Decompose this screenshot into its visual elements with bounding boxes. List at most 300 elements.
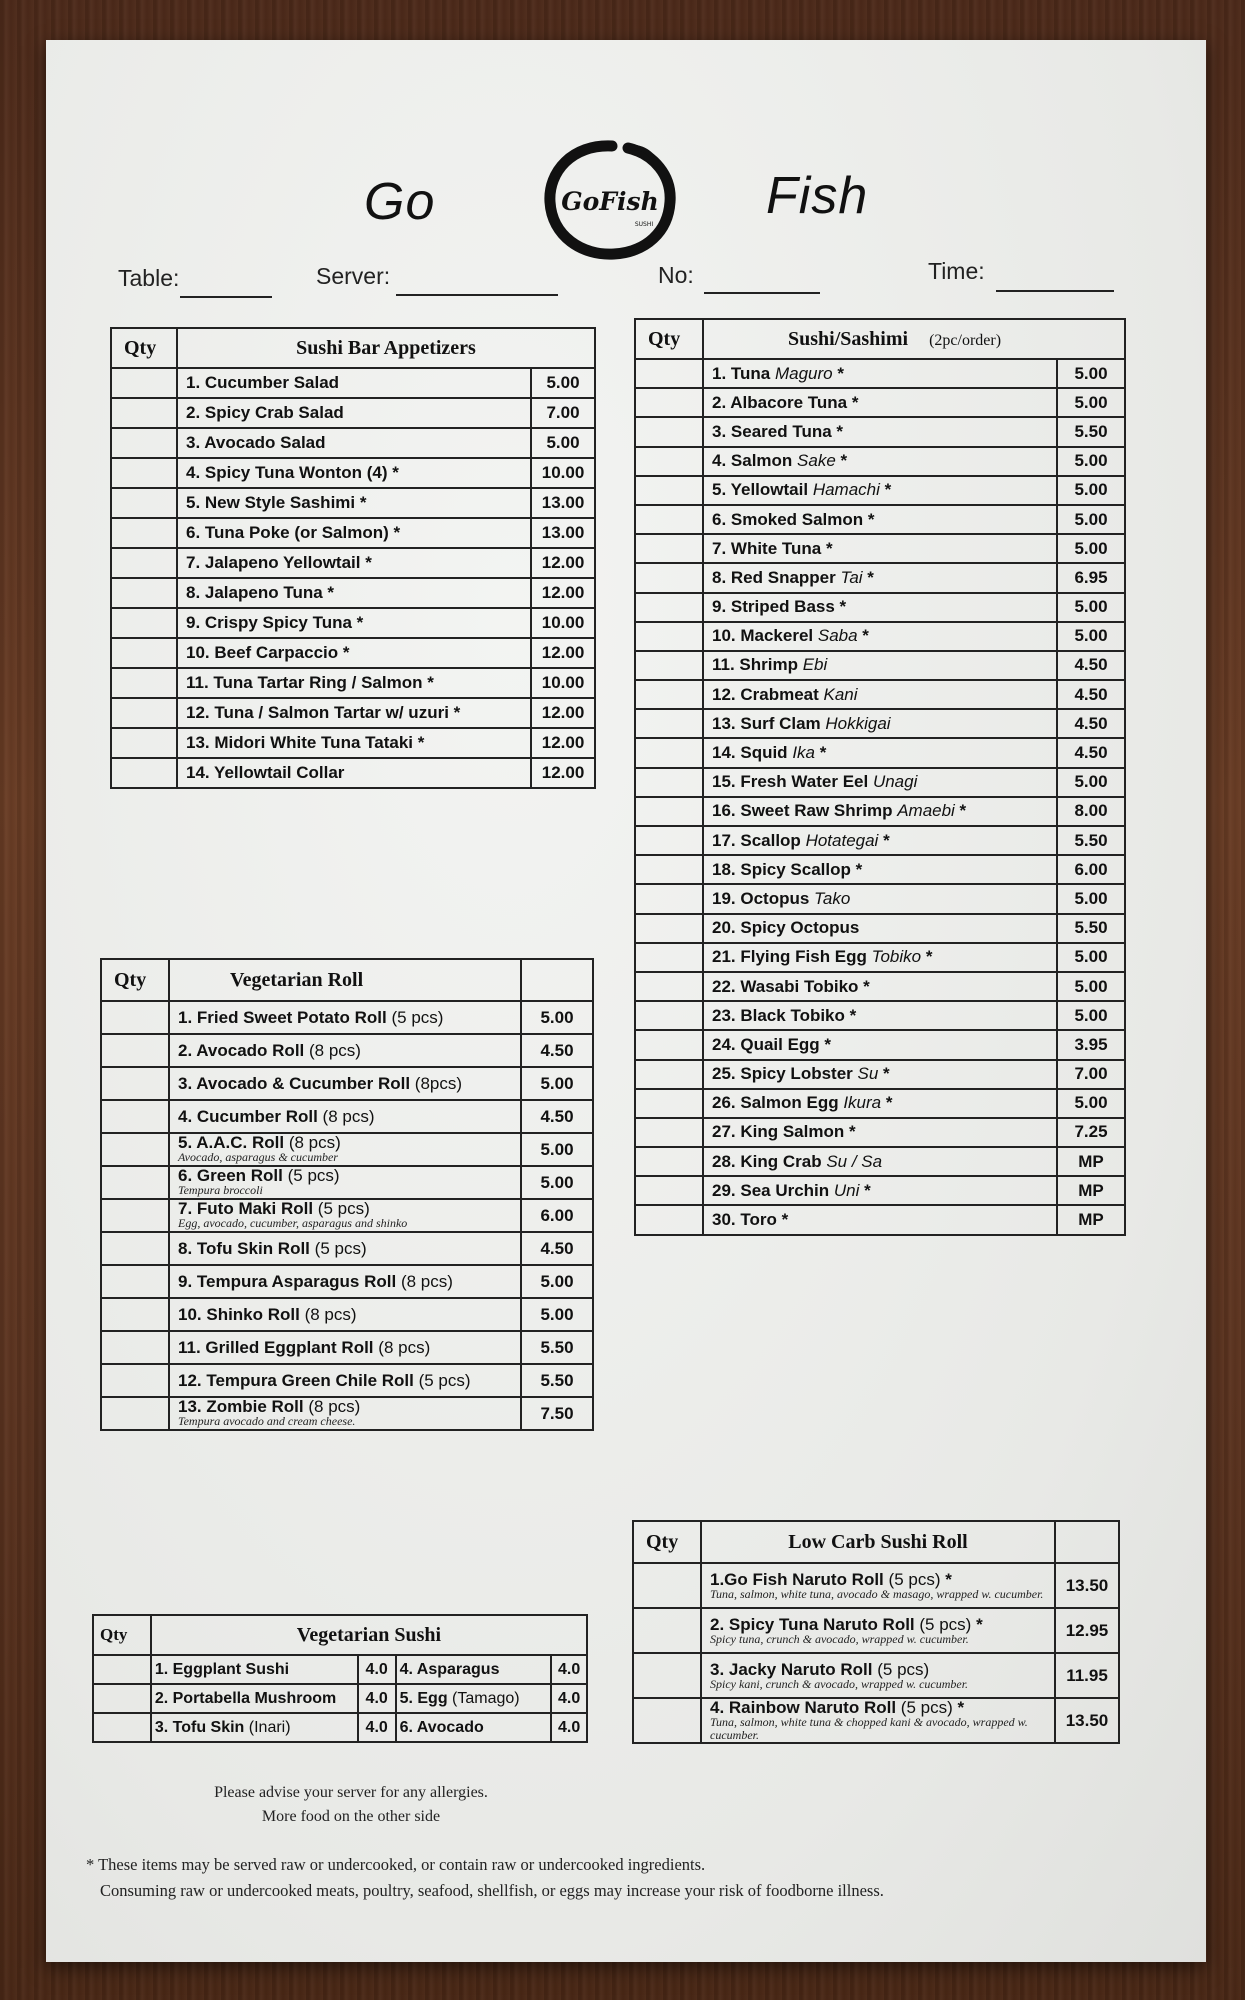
item-name: 30. Toro (712, 1210, 777, 1230)
qty-cell[interactable] (635, 1030, 703, 1059)
qty-cell[interactable] (635, 505, 703, 534)
qty-cell[interactable] (635, 388, 703, 417)
sushi-row (635, 1060, 1125, 1089)
item-name: 2. Spicy Tuna Naruto Roll (710, 1614, 915, 1634)
item-price: 4.0 (358, 1684, 396, 1713)
qty-cell[interactable] (635, 417, 703, 446)
qty-cell[interactable] (101, 1265, 169, 1298)
item-cell (703, 1205, 1057, 1234)
item-price: 5.00 (521, 1166, 593, 1199)
item-price: 12.00 (531, 758, 595, 788)
qty-cell[interactable] (635, 680, 703, 709)
item-cell (169, 1001, 521, 1034)
item-name: 17. Scallop (712, 830, 801, 850)
item-pieces: (8 pcs) (304, 1304, 357, 1324)
qty-cell[interactable] (635, 593, 703, 622)
item-description: Spicy tuna, crunch & avocado, wrapped w. cucumber. (710, 1631, 969, 1646)
item-price: MP (1057, 1147, 1125, 1176)
item-name: 12. Tempura Green Chile Roll (178, 1370, 414, 1390)
low-carb-title: Low Carb Sushi Roll (701, 1521, 1055, 1563)
item-japanese-name: Kani (823, 684, 858, 704)
item-name: 3. Jacky Naruto Roll (710, 1659, 873, 1679)
item-cell (703, 1001, 1057, 1030)
item-cell (703, 563, 1057, 592)
sushi-row (635, 855, 1125, 884)
qty-cell[interactable] (101, 1001, 169, 1034)
item-price: 4.50 (1057, 651, 1125, 680)
qty-cell[interactable] (635, 914, 703, 943)
veg-sushi-title: Vegetarian Sushi (151, 1615, 587, 1655)
qty-header: Qty (635, 319, 703, 359)
item-price: 12.95 (1055, 1608, 1119, 1653)
raw-marker: * (863, 509, 875, 529)
qty-cell[interactable] (633, 1563, 701, 1608)
appetizers-table (110, 327, 596, 789)
qty-cell[interactable] (635, 1118, 703, 1147)
item-cell (701, 1563, 1055, 1608)
qty-cell[interactable] (111, 578, 177, 608)
item-name: 20. Spicy Octopus (712, 918, 860, 938)
item-price: 5.50 (521, 1331, 593, 1364)
item-name: 14. Yellowtail Collar (177, 758, 531, 788)
item-cell (703, 855, 1057, 884)
item-cell (703, 622, 1057, 651)
item-price: 4.50 (1057, 680, 1125, 709)
qty-cell[interactable] (635, 768, 703, 797)
item-price: 5.00 (1057, 768, 1125, 797)
veg-roll-row (101, 1100, 593, 1133)
appetizer-row (111, 698, 595, 728)
appetizer-row (111, 728, 595, 758)
veg-roll-row (101, 1166, 593, 1199)
qty-cell[interactable] (635, 651, 703, 680)
item-cell (703, 884, 1057, 913)
item-japanese-name: Tobiko (871, 947, 922, 967)
raw-marker: * (844, 1122, 856, 1142)
qty-cell[interactable] (101, 1364, 169, 1397)
qty-cell[interactable] (635, 447, 703, 476)
item-price: 4.50 (1057, 738, 1125, 767)
item-name: 29. Sea Urchin (712, 1180, 830, 1200)
qty-cell[interactable] (101, 1100, 169, 1133)
qty-cell[interactable] (633, 1698, 701, 1743)
item-cell (703, 447, 1057, 476)
item-cell (701, 1698, 1055, 1743)
sushi-sashimi-subtitle: (2pc/order) (929, 331, 1002, 349)
item-cell (703, 1089, 1057, 1118)
item-name: 5. Yellowtail (712, 480, 809, 500)
item-price: 5.00 (1057, 1001, 1125, 1030)
sushi-row (635, 943, 1125, 972)
item-name: 25. Spicy Lobster (712, 1064, 853, 1084)
item-price: 4.50 (521, 1034, 593, 1067)
item-name: 13. Zombie Roll (178, 1397, 304, 1416)
raw-marker: * (878, 830, 890, 850)
appetizer-row (111, 758, 595, 788)
item-name: 4. Cucumber Roll (178, 1106, 318, 1126)
item-name: 4. Asparagus (399, 1660, 500, 1678)
veg-roll-row (101, 1265, 593, 1298)
item-cell (703, 826, 1057, 855)
veg-roll-title: Vegetarian Roll (169, 959, 521, 1001)
item-cell (703, 738, 1057, 767)
allergy-note: Please advise your server for any allergies. (214, 1784, 488, 1801)
item-name: 13. Surf Clam (712, 713, 821, 733)
item-name: 8. Jalapeno Tuna * (177, 578, 531, 608)
appetizer-row (111, 608, 595, 638)
qty-cell[interactable] (111, 728, 177, 758)
item-cell (169, 1133, 521, 1166)
item-name: 2. Portabella Mushroom (154, 1689, 337, 1707)
sushi-row (635, 476, 1125, 505)
sushi-row (635, 884, 1125, 913)
no-label: No: (658, 262, 694, 288)
item-name: 8. Tofu Skin Roll (178, 1238, 310, 1258)
disclaimer-line-1: * These items may be served raw or undercooked, or contain raw or undercooked ingredients. (86, 1855, 706, 1874)
sushi-row (635, 447, 1125, 476)
item-cell (701, 1608, 1055, 1653)
item-name: 6. Green Roll (178, 1166, 283, 1185)
item-name: 15. Fresh Water Eel (712, 772, 869, 792)
veg-roll-row (101, 1067, 593, 1100)
qty-cell[interactable] (111, 608, 177, 638)
appetizer-row (111, 578, 595, 608)
qty-cell[interactable] (101, 1298, 169, 1331)
sushi-row (635, 1001, 1125, 1030)
logo-text: GoFish (561, 187, 659, 216)
item-price: 12.00 (531, 698, 595, 728)
qty-cell[interactable] (635, 563, 703, 592)
item-cell (169, 1364, 521, 1397)
item-price: 12.00 (531, 578, 595, 608)
appetizer-row (111, 548, 595, 578)
qty-cell[interactable] (111, 668, 177, 698)
raw-marker: * (954, 801, 967, 821)
veg-roll-row (101, 1001, 593, 1034)
qty-cell[interactable] (111, 698, 177, 728)
sushi-row (635, 797, 1125, 826)
qty-header: Qty (633, 1521, 701, 1563)
item-price: 5.50 (1057, 826, 1125, 855)
item-description: Tuna, salmon, white tuna, avocado & masago, wrapped w. cucumber. (710, 1586, 1044, 1601)
item-japanese-name: Maguro (774, 363, 833, 383)
item-description: Tuna, salmon, white tuna & chopped kani & avocado, wrapped w. cucumber. (710, 1715, 1028, 1742)
veg-roll-row (101, 1298, 593, 1331)
qty-cell[interactable] (635, 1147, 703, 1176)
qty-cell[interactable] (111, 758, 177, 788)
item-name: 2. Spicy Crab Salad (177, 398, 531, 428)
sushi-sashimi-title: Sushi/Sashimi (788, 327, 909, 350)
qty-cell[interactable] (635, 622, 703, 651)
no-field[interactable] (704, 292, 820, 294)
raw-marker: * (952, 1698, 965, 1717)
raw-marker: * (921, 947, 933, 967)
more-food-note: More food on the other side (261, 1808, 441, 1825)
veg-roll-row (101, 1232, 593, 1265)
raw-marker: * (776, 1210, 789, 1230)
sushi-row (635, 359, 1125, 388)
item-price: 13.50 (1055, 1698, 1119, 1743)
veg-sushi-row (93, 1655, 587, 1684)
item-name: 5. A.A.C. Roll (178, 1133, 285, 1152)
appetizer-row (111, 458, 595, 488)
qty-cell[interactable] (111, 458, 177, 488)
time-label: Time: (928, 258, 985, 284)
item-price: 4.0 (551, 1655, 587, 1684)
qty-cell[interactable] (93, 1713, 151, 1742)
qty-cell[interactable] (635, 855, 703, 884)
item-name: 9. Tempura Asparagus Roll (178, 1271, 397, 1291)
item-cell (703, 505, 1057, 534)
item-name: 11. Shrimp (712, 655, 798, 675)
qty-cell[interactable] (635, 709, 703, 738)
qty-cell[interactable] (111, 638, 177, 668)
qty-cell[interactable] (101, 1232, 169, 1265)
item-cell (169, 1034, 521, 1067)
appetizer-row (111, 518, 595, 548)
qty-cell[interactable] (635, 884, 703, 913)
qty-cell[interactable] (633, 1653, 701, 1698)
sushi-row (635, 505, 1125, 534)
veg-sushi-row (93, 1713, 587, 1742)
raw-marker: * (815, 743, 827, 763)
qty-cell[interactable] (633, 1608, 701, 1653)
item-cell (169, 1166, 521, 1199)
item-cell (169, 1298, 521, 1331)
sushi-row (635, 1089, 1125, 1118)
item-name: 11. Tuna Tartar Ring / Salmon * (177, 668, 531, 698)
raw-marker: * (831, 421, 844, 441)
sushi-row (635, 738, 1125, 767)
item-name: 4. Salmon (712, 451, 793, 471)
item-price: 4.50 (521, 1232, 593, 1265)
item-price: 5.00 (1057, 943, 1125, 972)
item-price: 5.00 (1057, 1089, 1125, 1118)
item-name: 3. Tofu Skin (154, 1718, 245, 1736)
item-cell (703, 709, 1057, 738)
item-name: 3. Avocado Salad (177, 428, 531, 458)
item-price: 6.00 (521, 1199, 593, 1232)
item-name: 14. Squid (712, 743, 788, 763)
qty-cell[interactable] (635, 359, 703, 388)
item-name: 19. Octopus (712, 888, 810, 908)
raw-marker: * (971, 1614, 983, 1634)
qty-cell[interactable] (101, 1397, 169, 1430)
qty-cell[interactable] (635, 1060, 703, 1089)
item-price: 6.95 (1057, 563, 1125, 592)
item-japanese-name: Su (857, 1064, 879, 1084)
item-price: 5.00 (1057, 972, 1125, 1001)
appetizer-row (111, 488, 595, 518)
item-cell (703, 1176, 1057, 1205)
item-price: 11.95 (1055, 1653, 1119, 1698)
raw-marker: * (844, 1005, 857, 1025)
item-cell (703, 359, 1057, 388)
item-price: 10.00 (531, 668, 595, 698)
item-price: 4.0 (551, 1684, 587, 1713)
qty-header: Qty (101, 959, 169, 1001)
item-cell (151, 1684, 358, 1713)
item-cell (169, 1397, 521, 1430)
item-pieces: (5 pcs) (877, 1659, 930, 1679)
item-description: Egg, avocado, cucumber, asparagus and shinko (178, 1216, 408, 1230)
item-price: 5.00 (521, 1001, 593, 1034)
item-name: 27. King Salmon (712, 1122, 845, 1142)
item-pieces: (8 pcs) (309, 1040, 361, 1060)
raw-marker: * (847, 392, 859, 412)
item-price: 5.00 (1057, 622, 1125, 651)
item-cell (703, 1060, 1057, 1089)
item-name: 10. Mackerel (712, 626, 814, 646)
qty-cell[interactable] (635, 534, 703, 563)
veg-sushi-row (93, 1684, 587, 1713)
item-name: 23. Black Tobiko (712, 1005, 845, 1025)
item-name: 21. Flying Fish Egg (712, 947, 867, 967)
item-price: 8.00 (1057, 797, 1125, 826)
item-price: 4.0 (358, 1655, 396, 1684)
veg-roll-row (101, 1199, 593, 1232)
low-carb-row (633, 1563, 1119, 1608)
qty-cell[interactable] (635, 476, 703, 505)
item-name: 18. Spicy Scallop (712, 859, 851, 879)
qty-cell[interactable] (93, 1655, 151, 1684)
sushi-row (635, 709, 1125, 738)
raw-marker: * (858, 976, 870, 996)
item-cell (703, 534, 1057, 563)
item-price: 7.00 (531, 398, 595, 428)
item-name: 6. Smoked Salmon (712, 509, 864, 529)
veg-roll-row (101, 1364, 593, 1397)
qty-cell[interactable] (635, 972, 703, 1001)
item-cell (703, 680, 1057, 709)
qty-cell[interactable] (101, 1166, 169, 1199)
qty-cell[interactable] (635, 1001, 703, 1030)
item-pieces: (5 pcs) (391, 1007, 444, 1027)
qty-cell[interactable] (635, 1205, 703, 1234)
qty-cell[interactable] (111, 428, 177, 458)
item-price: 5.00 (1057, 884, 1125, 913)
item-name: 16. Sweet Raw Shrimp (712, 801, 893, 821)
qty-cell[interactable] (635, 1176, 703, 1205)
item-price: 5.00 (531, 428, 595, 458)
item-name: 1. Tuna (712, 363, 771, 383)
item-price: 3.95 (1057, 1030, 1125, 1059)
item-price: 13.50 (1055, 1563, 1119, 1608)
item-japanese-name: Ebi (802, 655, 828, 675)
qty-cell[interactable] (635, 738, 703, 767)
qty-cell[interactable] (111, 488, 177, 518)
item-japanese-name: Tai (840, 567, 863, 587)
item-price: 12.00 (531, 638, 595, 668)
item-cell (703, 417, 1057, 446)
item-price: MP (1057, 1176, 1125, 1205)
item-name: 1.Go Fish Naruto Roll (710, 1569, 884, 1589)
sushi-row (635, 1118, 1125, 1147)
item-pieces: (8 pcs) (308, 1397, 361, 1416)
item-cell (703, 972, 1057, 1001)
qty-cell[interactable] (93, 1684, 151, 1713)
item-price: 5.00 (1057, 505, 1125, 534)
server-field[interactable] (396, 294, 558, 296)
raw-marker: * (940, 1569, 952, 1589)
qty-cell[interactable] (101, 1199, 169, 1232)
qty-cell[interactable] (111, 548, 177, 578)
qty-header: Qty (93, 1615, 151, 1655)
item-cell (703, 943, 1057, 972)
item-description: Tempura avocado and cream cheese. (178, 1414, 356, 1428)
qty-cell[interactable] (635, 797, 703, 826)
item-price: 4.50 (521, 1100, 593, 1133)
item-price: 5.00 (1057, 447, 1125, 476)
item-cell (703, 388, 1057, 417)
item-pieces: (8 pcs) (378, 1337, 431, 1357)
qty-cell[interactable] (101, 1331, 169, 1364)
item-japanese-name: Hamachi (812, 480, 880, 500)
qty-cell[interactable] (635, 1089, 703, 1118)
gofish-logo (542, 136, 678, 264)
item-cell (169, 1199, 521, 1232)
qty-header: Qty (111, 328, 177, 368)
raw-marker: * (835, 451, 848, 471)
veg-sushi-table (92, 1614, 588, 1743)
item-pieces: (5 pcs) (919, 1614, 972, 1634)
item-price: 5.50 (521, 1364, 593, 1397)
sushi-row (635, 972, 1125, 1001)
appetizer-row (111, 668, 595, 698)
price-header (1055, 1521, 1119, 1563)
qty-cell[interactable] (101, 1034, 169, 1067)
item-name: 6. Avocado (399, 1718, 484, 1736)
item-price: 6.00 (1057, 855, 1125, 884)
item-name: 2. Albacore Tuna (712, 392, 848, 412)
qty-cell[interactable] (111, 368, 177, 398)
qty-cell[interactable] (635, 943, 703, 972)
item-price: 12.00 (531, 548, 595, 578)
sushi-row (635, 1176, 1125, 1205)
raw-marker: * (850, 859, 863, 879)
item-cell (396, 1655, 552, 1684)
qty-cell[interactable] (101, 1067, 169, 1100)
time-field[interactable] (996, 290, 1114, 292)
sushi-row (635, 1147, 1125, 1176)
qty-cell[interactable] (111, 518, 177, 548)
veg-roll-row (101, 1331, 593, 1364)
item-name: 1. Cucumber Salad (177, 368, 531, 398)
table-field[interactable] (180, 296, 272, 298)
raw-marker: * (857, 626, 869, 646)
item-cell (169, 1265, 521, 1298)
qty-cell[interactable] (635, 826, 703, 855)
item-name: 13. Midori White Tuna Tataki * (177, 728, 531, 758)
item-name: 28. King Crab (712, 1151, 822, 1171)
item-cell (703, 1118, 1057, 1147)
qty-cell[interactable] (101, 1133, 169, 1166)
item-price: 10.00 (531, 458, 595, 488)
item-cell (703, 593, 1057, 622)
item-japanese-name: Hotategai (805, 830, 879, 850)
item-name: 12. Crabmeat (712, 684, 819, 704)
item-price: 5.00 (1057, 593, 1125, 622)
item-name: 9. Crispy Spicy Tuna * (177, 608, 531, 638)
item-cell (703, 914, 1057, 943)
qty-cell[interactable] (111, 398, 177, 428)
item-name: 4. Spicy Tuna Wonton (4) * (177, 458, 531, 488)
item-cell (703, 1147, 1057, 1176)
item-price: 5.00 (1057, 388, 1125, 417)
item-description: Avocado, asparagus & cucumber (178, 1150, 338, 1164)
item-price: 5.50 (1057, 914, 1125, 943)
item-cell (703, 651, 1057, 680)
